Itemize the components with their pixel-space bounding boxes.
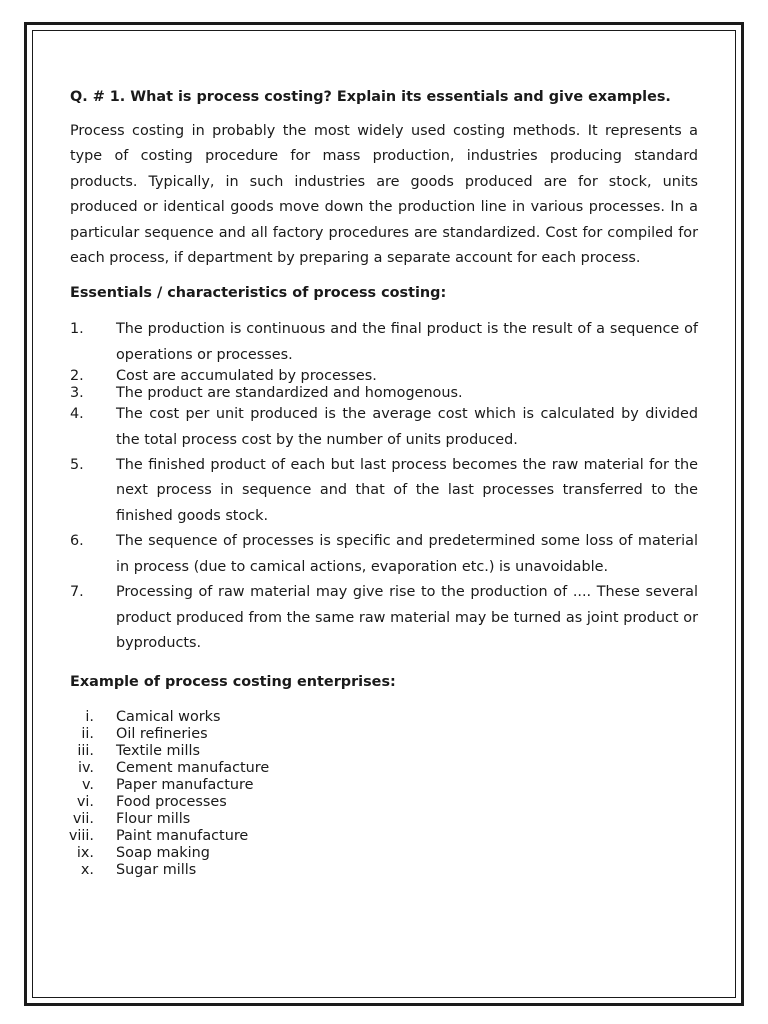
item-text: Textile mills xyxy=(116,743,201,760)
example-item xyxy=(70,760,698,777)
intro-paragraph: Process costing in probably the most widely used costing methods. It represents a type of costing procedure for mass production, industries producing standard products. Typically, in such industries are goods produced are for stock, units produced or identical goods move down the production line in various processes. In a particular sequence and all factory procedures are standardized. Cost for compiled for each process, if department by preparing a separate account for each process. xyxy=(70,123,698,267)
example-item xyxy=(70,743,698,760)
item-number: viii. xyxy=(68,828,94,845)
essentials-item xyxy=(70,368,698,385)
example-item xyxy=(70,828,698,845)
item-text: Soap making xyxy=(116,845,210,862)
item-text: Processing of raw material may give rise to the production of .... These several product produced from the same raw material may be turned as joint product or byproducts. xyxy=(116,584,698,651)
item-text: The finished product of each but last process becomes the raw material for the next process in sequence and that of the last processes transferred to the finished goods stock. xyxy=(116,457,698,524)
item-text: Paint manufacture xyxy=(116,828,249,845)
item-text: Paper manufacture xyxy=(116,777,254,794)
item-number: vii. xyxy=(72,811,94,828)
essentials-list xyxy=(70,317,698,656)
item-text: Cost are accumulated by processes. xyxy=(116,368,377,385)
item-number: i. xyxy=(85,709,94,726)
examples-heading: Example of process costing enterprises: xyxy=(70,674,396,691)
example-item xyxy=(70,794,698,811)
item-text: The production is continuous and the final product is the result of a sequence of operations or processes. xyxy=(116,321,698,363)
essentials-item xyxy=(70,385,698,402)
item-number: 3. xyxy=(70,385,84,402)
essentials-item xyxy=(70,453,698,529)
essentials-item xyxy=(70,529,698,580)
item-number: 6. xyxy=(70,533,84,550)
item-number: iii. xyxy=(77,743,94,760)
item-text: Sugar mills xyxy=(116,862,197,879)
example-item xyxy=(70,726,698,743)
item-number: 7. xyxy=(70,584,84,601)
item-number: ii. xyxy=(81,726,94,743)
question-heading: Q. # 1. What is process costing? Explain its essentials and give examples. xyxy=(70,89,671,105)
example-item xyxy=(70,845,698,862)
essentials-item xyxy=(70,402,698,453)
item-number: vi. xyxy=(76,794,94,811)
item-number: iv. xyxy=(78,760,94,777)
item-text: The sequence of processes is specific and predetermined some loss of material in process (due to camical actions, evaporation etc.) is unavoidable. xyxy=(116,533,698,575)
essentials-heading: Essentials / characteristics of process costing: xyxy=(70,285,447,302)
essentials-item xyxy=(70,580,698,656)
examples-list xyxy=(70,709,698,879)
item-number: v. xyxy=(82,777,94,794)
item-number: 1. xyxy=(70,321,84,338)
example-item xyxy=(70,709,698,726)
item-text: The product are standardized and homogenous. xyxy=(116,385,463,402)
item-number: x. xyxy=(80,862,94,879)
item-text: The cost per unit produced is the average cost which is calculated by divided the total process cost by the number of units produced. xyxy=(116,406,698,448)
item-text: Flour mills xyxy=(116,811,191,828)
item-number: 4. xyxy=(70,406,84,423)
item-number: ix. xyxy=(76,845,94,862)
item-text: Camical works xyxy=(116,709,221,726)
example-item xyxy=(70,777,698,794)
item-text: Oil refineries xyxy=(116,726,208,743)
example-item xyxy=(70,862,698,879)
essentials-item xyxy=(70,317,698,368)
item-text: Cement manufacture xyxy=(116,760,270,777)
item-text: Food processes xyxy=(116,794,227,811)
example-item xyxy=(70,811,698,828)
item-number: 5. xyxy=(70,457,84,474)
item-number: 2. xyxy=(70,368,84,385)
document-body xyxy=(70,84,698,879)
